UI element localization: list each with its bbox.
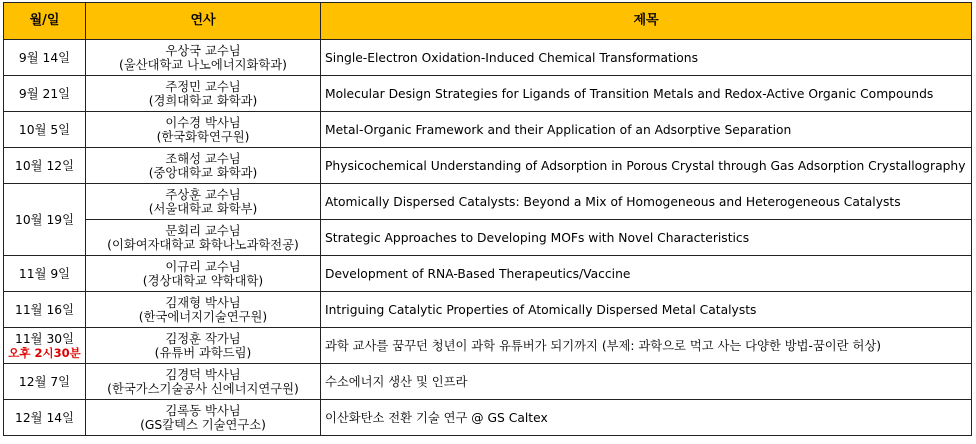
speaker-cell <box>86 328 321 364</box>
speaker-cell <box>86 40 321 76</box>
date-cell: 11월 16일 <box>4 292 86 328</box>
title-cell: Metal-Organic Framework and their Application of an Adsorptive Separation <box>321 112 972 148</box>
table-row <box>4 148 972 184</box>
speaker-affiliation: (울산대학교 나노에너지화학과) <box>119 57 287 72</box>
speaker-affiliation: (유튜버 과학드림) <box>154 345 252 360</box>
speaker-cell <box>86 220 321 256</box>
header-date: 월/일 <box>4 3 86 40</box>
speaker-affiliation: (경상대학교 약학대학) <box>142 273 264 288</box>
speaker-name: 이수경 박사님 <box>165 115 241 130</box>
table-row <box>4 364 972 400</box>
title-cell: Intriguing Catalytic Properties of Atomically Dispersed Metal Catalysts <box>321 292 972 328</box>
header-speaker: 연사 <box>86 3 321 40</box>
speaker-name: 김경덕 박사님 <box>165 367 241 382</box>
speaker-affiliation: (중앙대학교 화학과) <box>148 165 258 180</box>
table-header-row <box>4 3 972 40</box>
table-row <box>4 328 972 364</box>
title-cell: Molecular Design Strategies for Ligands of Transition Metals and Redox-Active Organic Compounds <box>321 76 972 112</box>
time-text: 오후 2시30분 <box>8 345 81 360</box>
title-cell: 수소에너지 생산 및 인프라 <box>321 364 972 400</box>
table-row <box>4 292 972 328</box>
speaker-name: 김록동 박사님 <box>165 403 241 418</box>
speaker-cell <box>86 148 321 184</box>
speaker-affiliation: (GS칼텍스 기술연구소) <box>140 417 266 432</box>
speaker-affiliation: (한국가스기술공사 신에너지연구원) <box>107 381 299 396</box>
table-row <box>4 40 972 76</box>
date-cell: 10월 19일 <box>4 184 86 256</box>
title-cell: Atomically Dispersed Catalysts: Beyond a Mix of Homogeneous and Heterogeneous Catalysts <box>321 184 972 220</box>
speaker-affiliation: (한국화학연구원) <box>156 129 250 144</box>
speaker-affiliation: (이화여자대학교 화학나노과학전공) <box>107 237 299 252</box>
speaker-name: 이규리 교수님 <box>165 259 241 274</box>
speaker-name: 김재형 박사님 <box>165 295 241 310</box>
title-cell: 과학 교사를 꿈꾸던 청년이 과학 유튜버가 되기까지 (부제: 과학으로 먹고 사는 다양한 방법-꿈이란 허상) <box>321 328 972 364</box>
date-cell: 11월 9일 <box>4 256 86 292</box>
title-cell: Strategic Approaches to Developing MOFs with Novel Characteristics <box>321 220 972 256</box>
speaker-cell <box>86 76 321 112</box>
title-cell: 이산화탄소 전환 기술 연구 @ GS Caltex <box>321 400 972 436</box>
speaker-cell <box>86 112 321 148</box>
table-row <box>4 112 972 148</box>
title-cell: Development of RNA-Based Therapeutics/Vaccine <box>321 256 972 292</box>
seminar-schedule-table <box>3 2 972 436</box>
date-text: 11월 30일 <box>15 331 74 346</box>
title-cell: Single-Electron Oxidation-Induced Chemical Transformations <box>321 40 972 76</box>
speaker-name: 우상국 교수님 <box>165 43 241 58</box>
speaker-cell <box>86 364 321 400</box>
speaker-name: 주상훈 교수님 <box>165 187 241 202</box>
speaker-cell <box>86 292 321 328</box>
table-row <box>4 76 972 112</box>
speaker-name: 김정훈 작가님 <box>165 331 241 346</box>
date-cell: 9월 21일 <box>4 76 86 112</box>
date-cell: 10월 5일 <box>4 112 86 148</box>
speaker-affiliation: (서울대학교 화학부) <box>148 201 258 216</box>
speaker-name: 문회리 교수님 <box>165 223 241 238</box>
speaker-name: 주정민 교수님 <box>165 79 241 94</box>
date-cell: 10월 12일 <box>4 148 86 184</box>
table-row <box>4 220 972 256</box>
title-cell: Physicochemical Understanding of Adsorption in Porous Crystal through Gas Adsorption Crystallography <box>321 148 972 184</box>
date-cell: 12월 14일 <box>4 400 86 436</box>
speaker-cell <box>86 184 321 220</box>
date-cell: 12월 7일 <box>4 364 86 400</box>
speaker-name: 조해성 교수님 <box>165 151 241 166</box>
header-title: 제목 <box>321 3 972 40</box>
speaker-cell <box>86 256 321 292</box>
speaker-affiliation: (경희대학교 화학과) <box>148 93 258 108</box>
date-cell <box>4 328 86 364</box>
table-row <box>4 400 972 436</box>
date-cell: 9월 14일 <box>4 40 86 76</box>
table-row <box>4 256 972 292</box>
speaker-affiliation: (한국에너지기술연구원) <box>138 309 268 324</box>
table-row <box>4 184 972 220</box>
speaker-cell <box>86 400 321 436</box>
